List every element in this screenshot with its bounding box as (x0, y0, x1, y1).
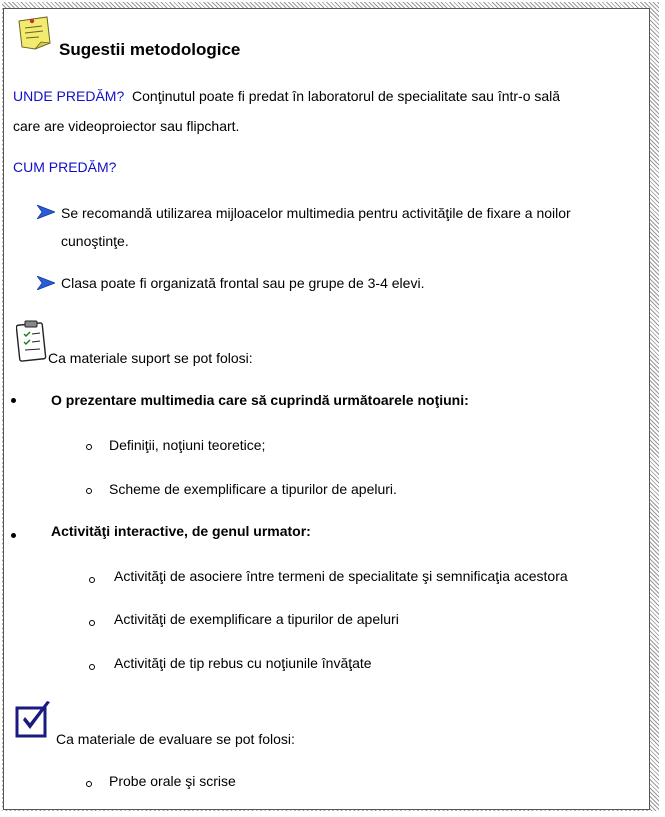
cum-label: CUM PREDĂM? (13, 159, 117, 175)
cum-item-2: Clasa poate fi organizată frontal sau pe grupe de 3-4 elevi. (61, 275, 425, 291)
suport-group-2-label: Activităţi interactive, de genul urmator: (51, 523, 311, 539)
arrow-bullet-icon (37, 276, 55, 290)
suport-group-2-item-2: Activităţi de exemplificare a tipurilor de apeluri (114, 611, 399, 627)
arrow-bullet-icon (37, 205, 55, 219)
cum-item-1-line1: Se recomandă utilizarea mijloacelor multimedia pentru activităţile de fixare a noilor (61, 205, 571, 221)
suport-intro: Ca materiale suport se pot folosi: (48, 350, 253, 366)
bullet-circle (89, 577, 95, 583)
unde-text-line1: Conţinutul poate fi predat în laboratorul de specialitate sau într-o sală (132, 88, 561, 104)
bullet-circle (86, 444, 92, 450)
bullet-circle (89, 664, 95, 670)
page-title: Sugestii metodologice (59, 40, 241, 59)
suport-group-1-item-1: Definiţii, noţiuni teoretice; (109, 437, 266, 453)
checkbox-check-icon (14, 700, 56, 742)
bullet-circle (89, 620, 95, 626)
evaluare-item-1: Probe orale şi scrise (109, 773, 236, 789)
cum-item-1-line2: cunoştinţe. (61, 233, 129, 249)
sticky-note-icon (15, 15, 53, 51)
unde-paragraph (13, 81, 560, 111)
evaluare-intro: Ca materiale de evaluare se pot folosi: (56, 731, 295, 747)
bullet-circle (86, 488, 92, 494)
bullet-disc (11, 398, 16, 403)
unde-text-line2: care are videoproiector sau flipchart. (13, 118, 240, 134)
bullet-circle (86, 781, 92, 787)
unde-label: UNDE PREDĂM? (13, 88, 125, 104)
clipboard-icon (16, 320, 48, 362)
bullet-disc (11, 533, 16, 538)
suport-group-1-label: O prezentare multimedia care să cuprindă următoarele noţiuni: (51, 392, 469, 408)
suport-group-2-item-3: Activităţi de tip rebus cu noţiunile învăţate (114, 655, 372, 671)
suport-group-1-item-2: Scheme de exemplificare a tipurilor de apeluri. (109, 481, 397, 497)
suport-group-2-item-1: Activităţi de asociere între termeni de specialitate şi semnificaţia acestora (114, 568, 568, 584)
